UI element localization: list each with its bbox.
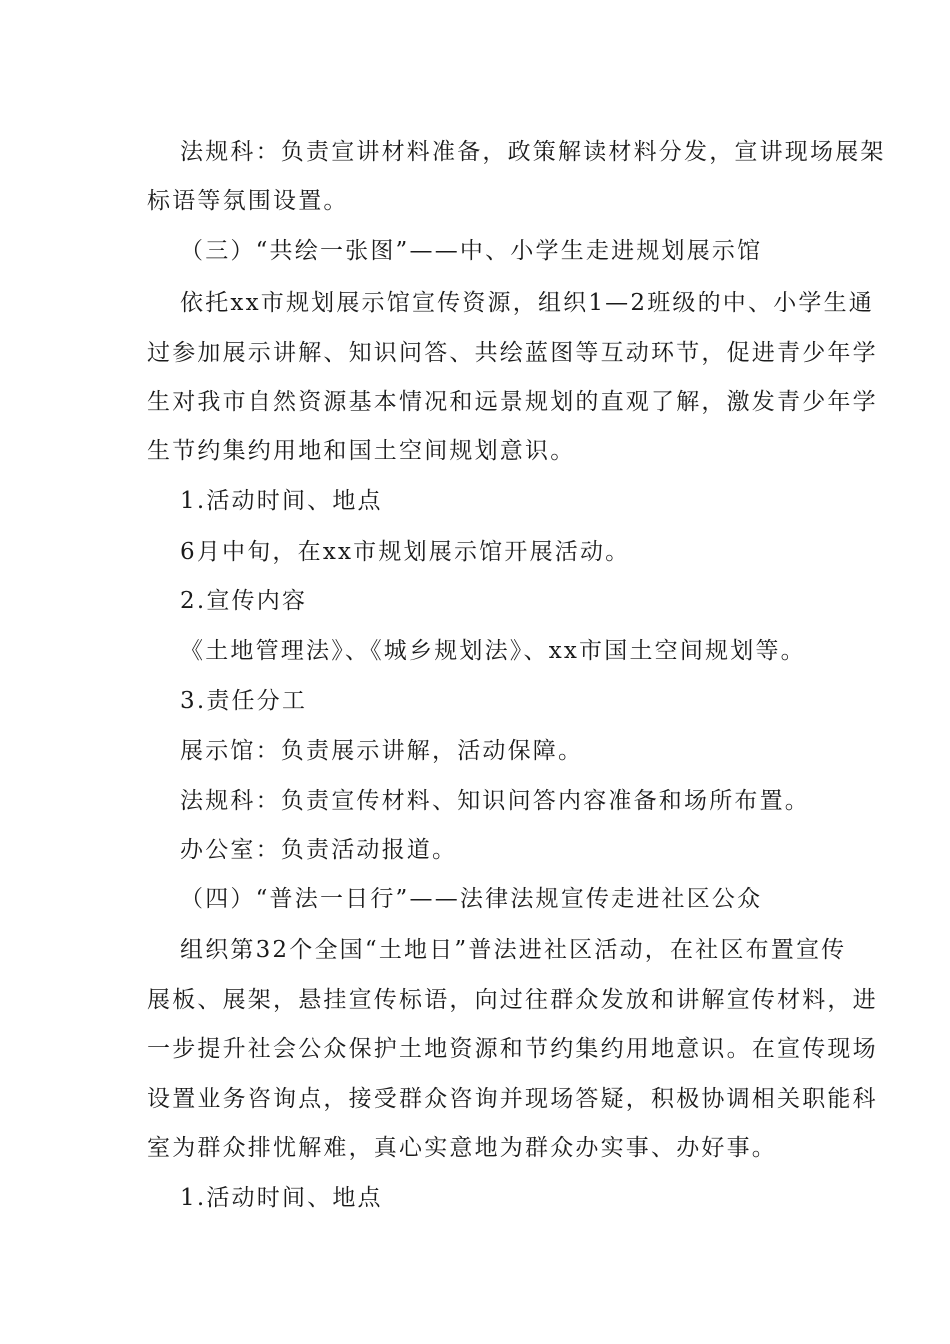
paragraph-content: 《土地管理法》、《城乡规划法》、xx市国土空间规划等。 bbox=[180, 638, 806, 664]
paragraph-time-place: 6月中旬，在xx市规划展示馆开展活动。 bbox=[180, 539, 631, 565]
subheading-content: 2.宣传内容 bbox=[180, 588, 308, 614]
paragraph-exhibition-hall: 展示馆：负责展示讲解，活动保障。 bbox=[180, 738, 584, 764]
paragraph-4-line-3: 一步提升社会公众保护土地资源和节约集约用地意识。在宣传现场 bbox=[147, 1036, 878, 1062]
paragraph-fagui-line-2: 标语等氛围设置。 bbox=[147, 188, 349, 214]
subheading-responsibility: 3.责任分工 bbox=[180, 688, 308, 714]
section-heading-4: （四）“普法一日行”——法律法规宣传走进社区公众 bbox=[180, 886, 763, 912]
paragraph-3-line-1: 依托xx市规划展示馆宣传资源，组织1—2班级的中、小学生通 bbox=[180, 290, 875, 316]
paragraph-office: 办公室：负责活动报道。 bbox=[180, 837, 458, 863]
paragraph-4-line-5: 室为群众排忧解难，真心实意地为群众办实事、办好事。 bbox=[147, 1135, 777, 1161]
section-heading-3: （三）“共绘一张图”——中、小学生走进规划展示馆 bbox=[180, 238, 763, 264]
paragraph-4-line-4: 设置业务咨询点，接受群众咨询并现场答疑，积极协调相关职能科 bbox=[147, 1086, 878, 1112]
paragraph-fagui-line-1: 法规科：负责宣讲材料准备，政策解读材料分发，宣讲现场展架 bbox=[180, 139, 886, 165]
subheading-time-place-2: 1.活动时间、地点 bbox=[180, 1185, 383, 1211]
paragraph-fagui-ke: 法规科：负责宣传材料、知识问答内容准备和场所布置。 bbox=[180, 788, 810, 814]
subheading-time-place: 1.活动时间、地点 bbox=[180, 488, 383, 514]
paragraph-3-line-3: 生对我市自然资源基本情况和远景规划的直观了解，激发青少年学 bbox=[147, 389, 878, 415]
paragraph-3-line-2: 过参加展示讲解、知识问答、共绘蓝图等互动环节，促进青少年学 bbox=[147, 340, 878, 366]
paragraph-4-line-1: 组织第32个全国“土地日”普法进社区活动，在社区布置宣传 bbox=[180, 937, 847, 963]
paragraph-4-line-2: 展板、展架，悬挂宣传标语，向过往群众发放和讲解宣传材料，进 bbox=[147, 987, 878, 1013]
paragraph-3-line-4: 生节约集约用地和国土空间规划意识。 bbox=[147, 438, 576, 464]
